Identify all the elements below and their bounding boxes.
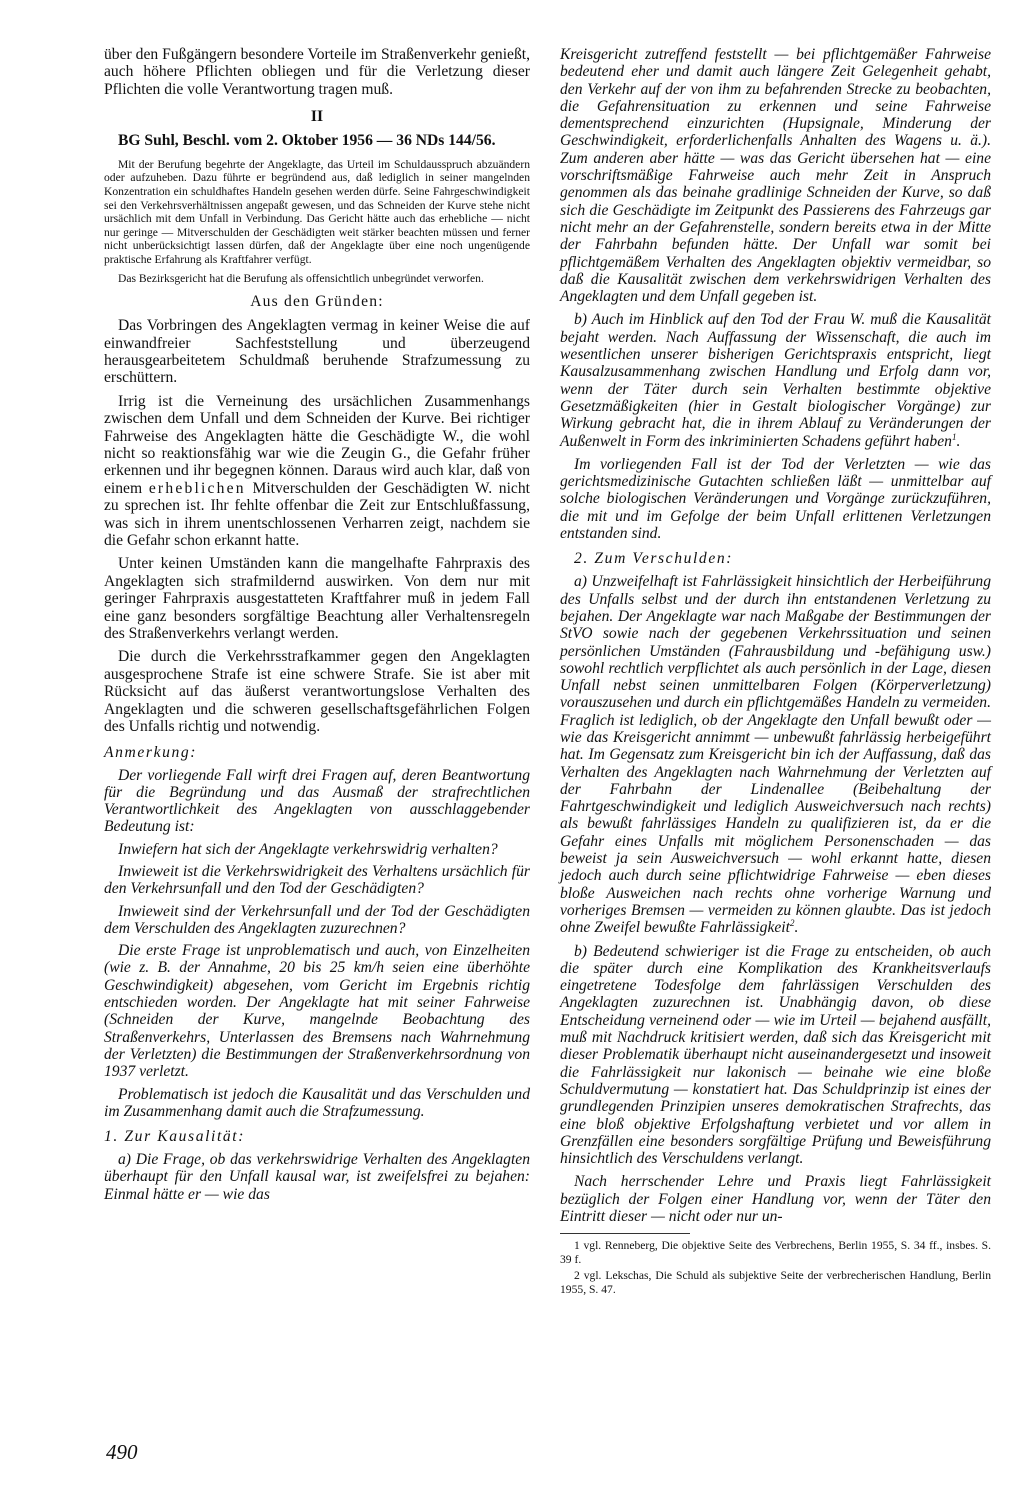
case-decision: Das Bezirksgericht hat die Berufung als offensichtlich unbegründet verworfen.: [118, 271, 484, 285]
reasons-paragraph: Unter keinen Umständen kann die mangelhafte Fahrpraxis des Angeklagten sich strafmildernd auswirken. Von dem nur mit geringer Fahrpraxis ausgestatteten Kraftfahrer muß in jedem Fall eine ganz besonders sorgfältige Beachtung aller Verhaltensregeln des Straßenverkehrs verlangt werden.: [104, 555, 530, 643]
emphasized-word: erheblichen: [148, 479, 246, 497]
page-number: 490: [106, 1440, 138, 1464]
causality-heading: 1. Zur Kausalität:: [104, 1128, 246, 1146]
reasons-paragraph: Das Vorbringen des Angeklagten vermag in keiner Weise die auf einwandfreier Sachfeststellung und überzeugend herausgearbeitetem Schuldmaß beruhende Strafzumessung zu erschüttern.: [104, 317, 530, 387]
note-paragraph: Kreisgericht zutreffend feststellt — bei pflichtgemäßer Fahrweise bedeutend eher und damit auch längere Zeit Gelegenheit gehabt, den Verkehr auf der von ihm zu befahrenden Strecke zu beobachten, die Gefahrensituation zu erkennen und seine Fahrweise dementsprechend einzurichten (Hupsignale, Minderung der Geschwindigkeit, erforderlichenfalls Anhalten des Wagens u. ä.). Zum anderen aber hätte — was das Gericht übersehen hat — eine vorschriftsmäßige Fahrweise auch mehr Zeit in Anspruch genommen als das beinahe gradlinige Schneiden der Kurve, so daß sich die Geschädigte im Zeitpunkt des Passierens des Fahrzeugs gar nicht mehr an der Gefahrenstelle, sondern bereits etwa in der Mitte der Fahrbahn befunden hätte. Der Unfall war somit bei pflichtgemäßem Verhalten des Angeklagten objektiv vermeidbar, so daß die Kausalität zwischen dem verkehrswidrigen Verhalten des Angeklagten und dem Unfall gegeben ist.: [560, 46, 991, 306]
reasons-paragraph: Die durch die Verkehrsstrafkammer gegen den Angeklagten ausgesprochene Strafe ist eine schwere Strafe. Sie ist aber mit Rücksicht auf das äußerst verantwortungslose Verhalten des Angeklagten und die schweren gesellschaftsgefährlichen Folgen des Unfalls richtig und notwendig.: [104, 648, 530, 736]
note-paragraph: Im vorliegenden Fall ist der Tod der Verletzten — wie das gerichtsmedizinische Gutachten schließen läßt — unmittelbar auf solche biologischen Veränderungen und Vorgänge zurückzuführen, die mit und im Gefolge der beim Unfall erlittenen Verletzungen entstanden sind.: [560, 455, 991, 543]
case-heading: BG Suhl, Beschl. vom 2. Oktober 1956 — 36 NDs 144/56.: [118, 132, 496, 150]
fault-heading: 2. Zum Verschulden:: [574, 550, 734, 568]
note-question: Inwiefern hat sich der Angeklagte verkehrswidrig verhalten?: [118, 840, 498, 858]
footnote: 2 vgl. Lekschas, Die Schuld als subjektive Seite der verbrecherischen Handlung, Berlin 1955, S. 47.: [560, 1269, 991, 1297]
reasons-paragraph: [104, 393, 530, 550]
note-paragraph: a) Die Frage, ob das verkehrswidrige Verhalten des Angeklagten überhaupt für den Unfall kausal war, ist zweifelsfrei zu bejahen: Einmal hätte er — wie das: [104, 1151, 530, 1203]
footnote: 1 vgl. Renneberg, Die objektive Seite des Verbrechens, Berlin 1955, S. 34 ff., insbes. S. 39 f.: [560, 1239, 991, 1266]
note-paragraph: [560, 311, 991, 449]
note-paragraph: Problematisch ist jedoch die Kausalität und das Verschulden und im Zusammenhang damit auch die Strafzumessung.: [104, 1085, 530, 1120]
text-span: .: [794, 919, 799, 937]
text-span: Mitverschulden der Geschädigten W. nicht zu sprechen ist. Ihr fehlte offenbar die Zeit zur Entschlußfassung, was sich in ihrem unentschlossenen Verharren zeigt, nachdem sie die Gefahr schon erkannt hatte.: [104, 479, 530, 550]
note-paragraph: [560, 573, 991, 936]
footnote-ref: 1: [951, 431, 957, 442]
note-paragraph: Nach herrschender Lehre und Praxis liegt Fahrlässigkeit bezüglich der Folgen einer Handlung vor, wenn der Täter den Eintritt dieser — nicht oder nur un-: [560, 1173, 991, 1225]
note-paragraph: b) Bedeutend schwieriger ist die Frage zu entscheiden, ob auch die später durch eine Komplikation des Krankheitsverlaufs eingetretene Todesfolge dem fahrlässigen Verschulden des Angeklagten zuzurechnen ist. Unabhängig davon, ob diese Entscheidung verneinend oder — wie im Urteil — bejahend ausfällt, muß mit Nachdruck kritisiert werden, daß sich das Kreisgericht mit dieser Problematik überhaupt nicht auseinandergesetzt und insoweit die Fahrlässigkeit nur lakonisch — beinahe wie eine bloße Schuldvermutung — konstatiert hat. Das Schuldprinzip ist eines der grundlegenden Prinzipien unseres demokratischen Strafrechts, das eine bloß objektive Erfolgshaftung verbietet und vor allem in Grenzfällen eine besonders sorgfältige Prüfung und Beweisführung hinsichtlich des Verschuldens verlangt.: [560, 942, 991, 1168]
footnote-ref: 2: [789, 918, 795, 929]
text-span: Irrig ist die Verneinung des ursächlichen Zusammenhangs zwischen dem Unfall und dem Schneiden der Kurve. Bei richtiger Fahrweise des Angeklagten hätte die Geschädigte W., die wohl nicht so reaktionsfähig war wie die Zeugin G., die Gefahr früher erkennen und ihr begegnen können. Daraus wird auch klar, daß von einem: [104, 392, 530, 497]
text-span: b) Auch im Hinblick auf den Tod der Frau W. muß die Kausalität bejaht werden. Nach Auffassung der Wissenschaft, die auch im wesentlichen unserer bisherigen Gerichtspraxis entspricht, liegt Kausalzusammenhang zwischen Handlung und Erfolg dann vor, wenn der Täter durch sein Verhalten bestimmte objektive Gesetzmäßigkeiten (hier in Gestalt biologischer Vorgänge) zur Wirkung gebracht hat, die in ihrem Ablauf zu Veränderungen der Außenwelt in Form des inkriminierten Schadens geführt haben: [560, 311, 991, 450]
note-question: Inwieweit sind der Verkehrsunfall und der Tod der Geschädigten dem Verschulden des Angeklagten zuzurechnen?: [104, 902, 530, 937]
text-span: .: [956, 432, 961, 450]
note-paragraph: Der vorliegende Fall wirft drei Fragen auf, deren Beantwortung für die Begründung und das Ausmaß der strafrechtlichen Verantwortlichkeit des Angeklagten von ausschlaggebender Bedeutung ist:: [104, 766, 530, 836]
text-span: a) Unzweifelhaft ist Fahrlässigkeit hinsichtlich der Herbeiführung des Unfalls selbst und der durch ihn entstandenen Verletzung zu bejahen. Der Angeklagte war nach Maßgabe der Bestimmungen der StVO sowie nach der gegebenen Verkehrssituation und seinen persönlichen Umständen (Fahrausbildung und -befähigung usw.) sowohl rechtlich verpflichtet als auch persönlich in der Lage, diesen Unfall nebst seinen unmittelbaren Folgen (Körperverletzung) vorauszusehen und durch ein pflichtgemäßes Handeln zu vermeiden. Fraglich ist lediglich, ob der Angeklagte den Unfall bewußt oder — wie das Kreisgericht annimmt — unbewußt fahrlässig herbeigeführt hat. Im Gegensatz zum Kreisgericht bin ich der Auffassung, daß das Verhalten des Angeklagten nach Wahrnehmung der Verletzten auf der Fahrbahn der Lindenallee (Beibehaltung der Fahrtgeschwindigkeit und lediglich Ausweichversuch nach rechts) als bewußt fahrlässiges Handeln zu qualifizieren ist, da er die Gefahr eines Unfalls mit möglichem Personenschaden — das beweist ja sein Ausweichversuch — wohl erkannt hatte, diesen jedoch auch durch seine pflichtwidrige Fahrweise — eben dieses bloße Ausweichen nach rechts ohne vorherige Warnung und vorheriges Bremsen — vermeiden zu können glaubte. Das ist jedoch ohne Zweifel bewußte Fahrlässigkeit: [560, 573, 991, 937]
case-summary: Mit der Berufung begehrte der Angeklagte, das Urteil im Schuldausspruch abzuändern oder aufzuheben. Dazu führte er begründend aus, daß lediglich in seiner mangelnden Konzentration ein schuldhaftes Handeln gesehen werden dürfe. Seine Fahrgeschwindigkeit sei den Verkehrsverhältnissen angepaßt gewesen, und das Schneiden der Kurve stehe nicht ursächlich mit dem Unfall in Verbindung. Das Gericht hätte auch das erhebliche — nicht nur geringe — Mitverschulden der Geschädigten weit stärker beachten müssen und ferner nicht unberücksichtigt lassen dürfen, daß der Angeklagte über eine noch ungenügende praktische Erfahrung als Kraftfahrer verfügt.: [104, 157, 530, 266]
reasons-heading: Aus den Gründen:: [250, 293, 384, 311]
intro-paragraph: über den Fußgängern besondere Vorteile im Straßenverkehr genießt, auch höhere Pflichten obliegen und für die Verletzung dieser Pflichten die volle Verantwortung tragen muß.: [104, 46, 530, 98]
right-column: [560, 46, 991, 1300]
note-question: Inwieweit ist die Verkehrswidrigkeit des Verhaltens ursächlich für den Verkehrsunfall und den Tod der Geschädigten?: [104, 862, 530, 898]
note-paragraph: Die erste Frage ist unproblematisch und auch, von Einzelheiten (wie z. B. der Annahme, 20 bis 25 km/h seien eine überhöhte Geschwindigkeit) abgesehen, vom Gericht im Ergebnis richtig entschieden worden. Der Angeklagte hat mit seiner Fahrweise (Schneiden der Kurve, mangelnde Beobachtung des Straßenverkehrs, Unterlassen des Bremsens nach Wahrnehmung der Verletzten) die Bestimmungen der Straßenverkehrsordnung von 1937 verletzt.: [104, 942, 530, 1081]
footnote-divider: [560, 1233, 690, 1234]
note-heading: Anmerkung:: [104, 743, 198, 761]
section-numeral: II: [310, 108, 324, 126]
left-column: [104, 46, 530, 1209]
